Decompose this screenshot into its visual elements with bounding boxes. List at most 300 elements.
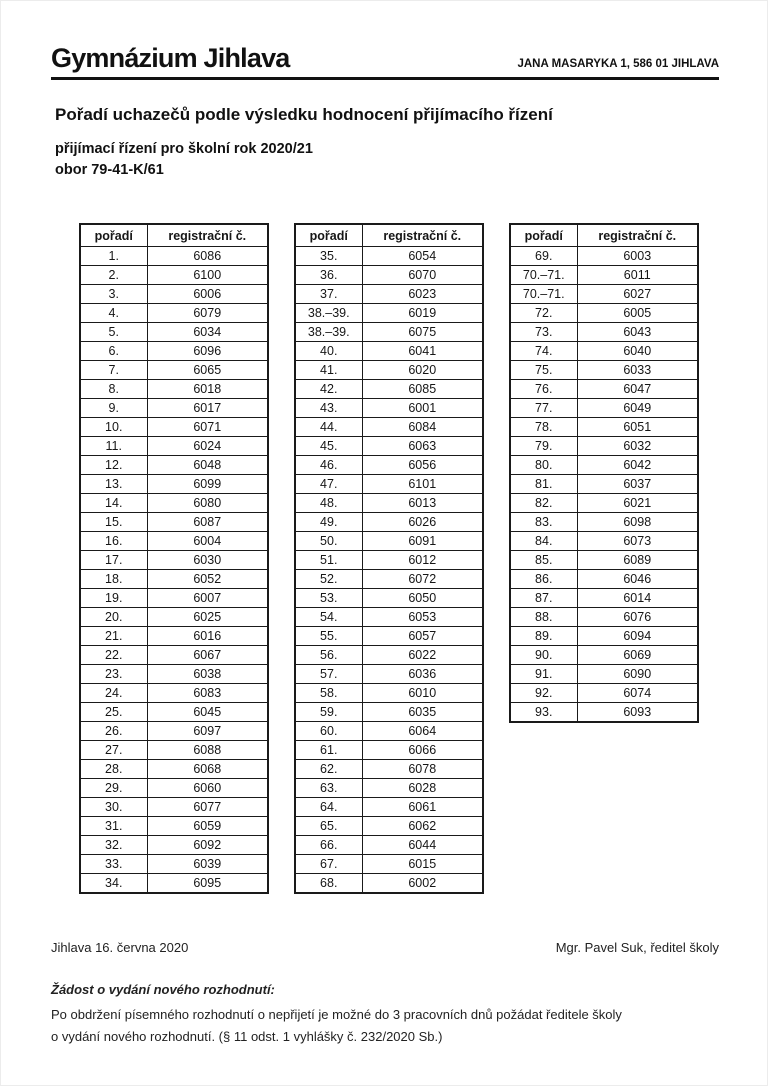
rank-cell: 53. xyxy=(295,589,362,608)
table-row xyxy=(80,741,268,760)
rank-cell: 3. xyxy=(80,285,147,304)
registration-number-cell: 6025 xyxy=(147,608,268,627)
rank-cell: 82. xyxy=(510,494,577,513)
appeal-note-title: Žádost o vydání nového rozhodnutí: xyxy=(51,982,275,997)
rank-cell: 19. xyxy=(80,589,147,608)
table-row xyxy=(295,779,483,798)
rank-cell: 6. xyxy=(80,342,147,361)
rank-cell: 20. xyxy=(80,608,147,627)
registration-number-cell: 6056 xyxy=(362,456,483,475)
registration-number-cell: 6012 xyxy=(362,551,483,570)
table-row xyxy=(295,399,483,418)
column-header-registration: registrační č. xyxy=(362,224,483,247)
rank-cell: 29. xyxy=(80,779,147,798)
rank-cell: 38.–39. xyxy=(295,323,362,342)
registration-number-cell: 6079 xyxy=(147,304,268,323)
rank-cell: 16. xyxy=(80,532,147,551)
appeal-note xyxy=(51,982,719,1048)
table-row xyxy=(80,494,268,513)
table-row xyxy=(295,684,483,703)
rank-cell: 69. xyxy=(510,247,577,266)
registration-number-cell: 6054 xyxy=(362,247,483,266)
registration-number-cell: 6070 xyxy=(362,266,483,285)
subtitle-study-field: obor 79-41-K/61 xyxy=(55,162,164,178)
rank-cell: 68. xyxy=(295,874,362,894)
table-row xyxy=(80,627,268,646)
table-row xyxy=(295,741,483,760)
rank-cell: 47. xyxy=(295,475,362,494)
rank-cell: 87. xyxy=(510,589,577,608)
registration-number-cell: 6015 xyxy=(362,855,483,874)
table-row xyxy=(295,646,483,665)
rank-cell: 37. xyxy=(295,285,362,304)
rank-cell: 77. xyxy=(510,399,577,418)
table-row xyxy=(80,855,268,874)
rank-cell: 91. xyxy=(510,665,577,684)
school-address: JANA MASARYKA 1, 586 01 JIHLAVA xyxy=(517,58,719,70)
rank-cell: 52. xyxy=(295,570,362,589)
header-divider xyxy=(51,77,719,80)
table-row xyxy=(510,551,698,570)
rank-cell: 41. xyxy=(295,361,362,380)
table-row xyxy=(510,456,698,475)
table-row xyxy=(295,456,483,475)
table-row xyxy=(80,703,268,722)
table-row xyxy=(510,589,698,608)
rank-cell: 79. xyxy=(510,437,577,456)
rank-cell: 56. xyxy=(295,646,362,665)
table-row xyxy=(295,817,483,836)
table-row xyxy=(295,304,483,323)
rank-cell: 62. xyxy=(295,760,362,779)
rank-cell: 67. xyxy=(295,855,362,874)
rank-cell: 49. xyxy=(295,513,362,532)
rank-cell: 23. xyxy=(80,665,147,684)
ranking-table-3 xyxy=(509,223,699,723)
registration-number-cell: 6087 xyxy=(147,513,268,532)
rank-cell: 90. xyxy=(510,646,577,665)
registration-number-cell: 6066 xyxy=(362,741,483,760)
registration-number-cell: 6034 xyxy=(147,323,268,342)
column-header-rank: pořadí xyxy=(80,224,147,247)
table-row xyxy=(510,513,698,532)
registration-number-cell: 6090 xyxy=(577,665,698,684)
rank-cell: 80. xyxy=(510,456,577,475)
table-row xyxy=(510,532,698,551)
registration-number-cell: 6091 xyxy=(362,532,483,551)
rank-cell: 12. xyxy=(80,456,147,475)
table-row xyxy=(295,437,483,456)
table-row xyxy=(510,608,698,627)
registration-number-cell: 6043 xyxy=(577,323,698,342)
table-row xyxy=(295,323,483,342)
rank-cell: 55. xyxy=(295,627,362,646)
rank-cell: 40. xyxy=(295,342,362,361)
registration-number-cell: 6057 xyxy=(362,627,483,646)
table-row xyxy=(510,437,698,456)
table-row xyxy=(80,266,268,285)
table-row xyxy=(295,760,483,779)
rank-cell: 93. xyxy=(510,703,577,723)
table-row xyxy=(510,285,698,304)
registration-number-cell: 6052 xyxy=(147,570,268,589)
rank-cell: 65. xyxy=(295,817,362,836)
page-title: Pořadí uchazečů podle výsledku hodnocení přijímacího řízení xyxy=(55,105,553,124)
rank-cell: 8. xyxy=(80,380,147,399)
registration-number-cell: 6050 xyxy=(362,589,483,608)
rank-cell: 51. xyxy=(295,551,362,570)
rank-cell: 2. xyxy=(80,266,147,285)
registration-number-cell: 6022 xyxy=(362,646,483,665)
rank-cell: 60. xyxy=(295,722,362,741)
table-row xyxy=(80,456,268,475)
table-row xyxy=(80,836,268,855)
registration-number-cell: 6016 xyxy=(147,627,268,646)
table-row xyxy=(510,475,698,494)
rank-cell: 57. xyxy=(295,665,362,684)
registration-number-cell: 6048 xyxy=(147,456,268,475)
registration-number-cell: 6001 xyxy=(362,399,483,418)
column-header-registration: registrační č. xyxy=(147,224,268,247)
registration-number-cell: 6002 xyxy=(362,874,483,894)
registration-number-cell: 6013 xyxy=(362,494,483,513)
registration-number-cell: 6005 xyxy=(577,304,698,323)
rank-cell: 27. xyxy=(80,741,147,760)
rank-cell: 9. xyxy=(80,399,147,418)
column-header-rank: pořadí xyxy=(510,224,577,247)
rank-cell: 74. xyxy=(510,342,577,361)
registration-number-cell: 6064 xyxy=(362,722,483,741)
registration-number-cell: 6040 xyxy=(577,342,698,361)
table-row xyxy=(295,494,483,513)
rank-cell: 50. xyxy=(295,532,362,551)
rank-cell: 36. xyxy=(295,266,362,285)
rank-cell: 4. xyxy=(80,304,147,323)
registration-number-cell: 6041 xyxy=(362,342,483,361)
rank-cell: 11. xyxy=(80,437,147,456)
table-row xyxy=(510,646,698,665)
director-signature: Mgr. Pavel Suk, ředitel školy xyxy=(555,940,719,955)
table-row xyxy=(80,361,268,380)
registration-number-cell: 6020 xyxy=(362,361,483,380)
table-row xyxy=(295,627,483,646)
registration-number-cell: 6035 xyxy=(362,703,483,722)
table-row xyxy=(80,779,268,798)
registration-number-cell: 6075 xyxy=(362,323,483,342)
rank-cell: 35. xyxy=(295,247,362,266)
registration-number-cell: 6049 xyxy=(577,399,698,418)
rank-cell: 48. xyxy=(295,494,362,513)
table-row xyxy=(295,361,483,380)
rank-cell: 44. xyxy=(295,418,362,437)
registration-number-cell: 6021 xyxy=(577,494,698,513)
rank-cell: 15. xyxy=(80,513,147,532)
rank-cell: 78. xyxy=(510,418,577,437)
rank-cell: 32. xyxy=(80,836,147,855)
rank-cell: 88. xyxy=(510,608,577,627)
registration-number-cell: 6060 xyxy=(147,779,268,798)
registration-number-cell: 6044 xyxy=(362,836,483,855)
rank-cell: 30. xyxy=(80,798,147,817)
table-header-row xyxy=(295,224,483,247)
rank-cell: 46. xyxy=(295,456,362,475)
table-row xyxy=(510,399,698,418)
table-row xyxy=(80,342,268,361)
rank-cell: 7. xyxy=(80,361,147,380)
registration-number-cell: 6089 xyxy=(577,551,698,570)
registration-number-cell: 6065 xyxy=(147,361,268,380)
registration-number-cell: 6097 xyxy=(147,722,268,741)
registration-number-cell: 6039 xyxy=(147,855,268,874)
rank-cell: 54. xyxy=(295,608,362,627)
rank-cell: 70.–71. xyxy=(510,285,577,304)
table-row xyxy=(80,798,268,817)
rank-cell: 84. xyxy=(510,532,577,551)
table-row xyxy=(80,608,268,627)
table-row xyxy=(510,684,698,703)
table-row xyxy=(295,418,483,437)
registration-number-cell: 6061 xyxy=(362,798,483,817)
registration-number-cell: 6018 xyxy=(147,380,268,399)
registration-number-cell: 6069 xyxy=(577,646,698,665)
registration-number-cell: 6033 xyxy=(577,361,698,380)
rank-cell: 61. xyxy=(295,741,362,760)
registration-number-cell: 6038 xyxy=(147,665,268,684)
registration-number-cell: 6027 xyxy=(577,285,698,304)
table-row xyxy=(80,418,268,437)
registration-number-cell: 6036 xyxy=(362,665,483,684)
table-row xyxy=(80,323,268,342)
registration-number-cell: 6030 xyxy=(147,551,268,570)
registration-number-cell: 6080 xyxy=(147,494,268,513)
rank-cell: 24. xyxy=(80,684,147,703)
table-row xyxy=(295,475,483,494)
registration-number-cell: 6073 xyxy=(577,532,698,551)
table-row xyxy=(510,570,698,589)
registration-number-cell: 6074 xyxy=(577,684,698,703)
registration-number-cell: 6076 xyxy=(577,608,698,627)
appeal-note-line-1: Po obdržení písemného rozhodnutí o nepřijetí je možné do 3 pracovních dnů požádat ředitele školy xyxy=(51,1007,622,1022)
registration-number-cell: 6084 xyxy=(362,418,483,437)
table-row xyxy=(295,855,483,874)
table-row xyxy=(510,323,698,342)
rank-cell: 42. xyxy=(295,380,362,399)
subtitle-school-year: přijímací řízení pro školní rok 2020/21 xyxy=(55,141,313,157)
rank-cell: 18. xyxy=(80,570,147,589)
table-row xyxy=(295,836,483,855)
rank-cell: 64. xyxy=(295,798,362,817)
table-row xyxy=(80,589,268,608)
ranking-table-2 xyxy=(294,223,484,894)
table-row xyxy=(80,551,268,570)
registration-number-cell: 6032 xyxy=(577,437,698,456)
table-row xyxy=(295,570,483,589)
registration-number-cell: 6092 xyxy=(147,836,268,855)
registration-number-cell: 6068 xyxy=(147,760,268,779)
registration-number-cell: 6086 xyxy=(147,247,268,266)
table-row xyxy=(80,722,268,741)
registration-number-cell: 6059 xyxy=(147,817,268,836)
registration-number-cell: 6023 xyxy=(362,285,483,304)
rank-cell: 75. xyxy=(510,361,577,380)
table-row xyxy=(295,532,483,551)
registration-number-cell: 6094 xyxy=(577,627,698,646)
table-row xyxy=(80,285,268,304)
registration-number-cell: 6045 xyxy=(147,703,268,722)
page-header xyxy=(51,43,719,73)
table-row xyxy=(295,798,483,817)
table-row xyxy=(295,513,483,532)
table-row xyxy=(80,399,268,418)
registration-number-cell: 6047 xyxy=(577,380,698,399)
table-row xyxy=(80,247,268,266)
registration-number-cell: 6100 xyxy=(147,266,268,285)
rank-cell: 38.–39. xyxy=(295,304,362,323)
registration-number-cell: 6071 xyxy=(147,418,268,437)
rank-cell: 31. xyxy=(80,817,147,836)
school-logo: Gymnázium Jihlava xyxy=(51,43,290,73)
registration-number-cell: 6085 xyxy=(362,380,483,399)
table-row xyxy=(510,665,698,684)
table-row xyxy=(295,608,483,627)
registration-number-cell: 6088 xyxy=(147,741,268,760)
registration-number-cell: 6078 xyxy=(362,760,483,779)
rank-cell: 43. xyxy=(295,399,362,418)
registration-number-cell: 6010 xyxy=(362,684,483,703)
rank-cell: 21. xyxy=(80,627,147,646)
ranking-table-1 xyxy=(79,223,269,894)
table-row xyxy=(295,285,483,304)
date-signature-row xyxy=(51,940,719,955)
table-row xyxy=(80,532,268,551)
registration-number-cell: 6003 xyxy=(577,247,698,266)
table-row xyxy=(80,437,268,456)
column-header-registration: registrační č. xyxy=(577,224,698,247)
rank-cell: 66. xyxy=(295,836,362,855)
table-row xyxy=(510,418,698,437)
table-row xyxy=(510,361,698,380)
table-row xyxy=(80,475,268,494)
rank-cell: 17. xyxy=(80,551,147,570)
registration-number-cell: 6026 xyxy=(362,513,483,532)
table-row xyxy=(295,380,483,399)
registration-number-cell: 6096 xyxy=(147,342,268,361)
registration-number-cell: 6093 xyxy=(577,703,698,723)
ranking-tables xyxy=(79,223,719,894)
table-row xyxy=(510,266,698,285)
table-row xyxy=(295,266,483,285)
rank-cell: 58. xyxy=(295,684,362,703)
table-row xyxy=(510,247,698,266)
table-row xyxy=(80,760,268,779)
table-row xyxy=(80,380,268,399)
table-row xyxy=(80,513,268,532)
table-row xyxy=(80,304,268,323)
registration-number-cell: 6046 xyxy=(577,570,698,589)
registration-number-cell: 6004 xyxy=(147,532,268,551)
registration-number-cell: 6101 xyxy=(362,475,483,494)
registration-number-cell: 6077 xyxy=(147,798,268,817)
rank-cell: 34. xyxy=(80,874,147,894)
registration-number-cell: 6037 xyxy=(577,475,698,494)
rank-cell: 33. xyxy=(80,855,147,874)
date-place: Jihlava 16. června 2020 xyxy=(51,940,189,955)
registration-number-cell: 6007 xyxy=(147,589,268,608)
table-header-row xyxy=(80,224,268,247)
table-header-row xyxy=(510,224,698,247)
registration-number-cell: 6014 xyxy=(577,589,698,608)
rank-cell: 89. xyxy=(510,627,577,646)
rank-cell: 5. xyxy=(80,323,147,342)
registration-number-cell: 6042 xyxy=(577,456,698,475)
rank-cell: 86. xyxy=(510,570,577,589)
table-row xyxy=(295,342,483,361)
table-row xyxy=(510,380,698,399)
table-row xyxy=(510,304,698,323)
rank-cell: 81. xyxy=(510,475,577,494)
rank-cell: 70.–71. xyxy=(510,266,577,285)
column-header-rank: pořadí xyxy=(295,224,362,247)
rank-cell: 63. xyxy=(295,779,362,798)
registration-number-cell: 6099 xyxy=(147,475,268,494)
table-row xyxy=(295,722,483,741)
rank-cell: 85. xyxy=(510,551,577,570)
rank-cell: 22. xyxy=(80,646,147,665)
rank-cell: 73. xyxy=(510,323,577,342)
table-row xyxy=(295,703,483,722)
rank-cell: 92. xyxy=(510,684,577,703)
registration-number-cell: 6028 xyxy=(362,779,483,798)
rank-cell: 26. xyxy=(80,722,147,741)
registration-number-cell: 6006 xyxy=(147,285,268,304)
table-row xyxy=(295,589,483,608)
registration-number-cell: 6053 xyxy=(362,608,483,627)
rank-cell: 45. xyxy=(295,437,362,456)
appeal-note-line-2: o vydání nového rozhodnutí. (§ 11 odst. 1 vyhlášky č. 232/2020 Sb.) xyxy=(51,1029,443,1044)
rank-cell: 25. xyxy=(80,703,147,722)
table-row xyxy=(80,874,268,894)
rank-cell: 28. xyxy=(80,760,147,779)
table-row xyxy=(80,817,268,836)
table-row xyxy=(510,494,698,513)
rank-cell: 13. xyxy=(80,475,147,494)
registration-number-cell: 6083 xyxy=(147,684,268,703)
table-row xyxy=(80,570,268,589)
table-row xyxy=(295,665,483,684)
table-row xyxy=(295,874,483,894)
table-row xyxy=(510,342,698,361)
table-row xyxy=(510,627,698,646)
table-row xyxy=(510,703,698,723)
registration-number-cell: 6062 xyxy=(362,817,483,836)
registration-number-cell: 6067 xyxy=(147,646,268,665)
rank-cell: 1. xyxy=(80,247,147,266)
registration-number-cell: 6051 xyxy=(577,418,698,437)
rank-cell: 10. xyxy=(80,418,147,437)
table-row xyxy=(295,247,483,266)
table-row xyxy=(80,646,268,665)
rank-cell: 83. xyxy=(510,513,577,532)
table-row xyxy=(80,684,268,703)
registration-number-cell: 6063 xyxy=(362,437,483,456)
rank-cell: 14. xyxy=(80,494,147,513)
registration-number-cell: 6072 xyxy=(362,570,483,589)
table-row xyxy=(295,551,483,570)
rank-cell: 59. xyxy=(295,703,362,722)
registration-number-cell: 6095 xyxy=(147,874,268,894)
rank-cell: 72. xyxy=(510,304,577,323)
registration-number-cell: 6024 xyxy=(147,437,268,456)
